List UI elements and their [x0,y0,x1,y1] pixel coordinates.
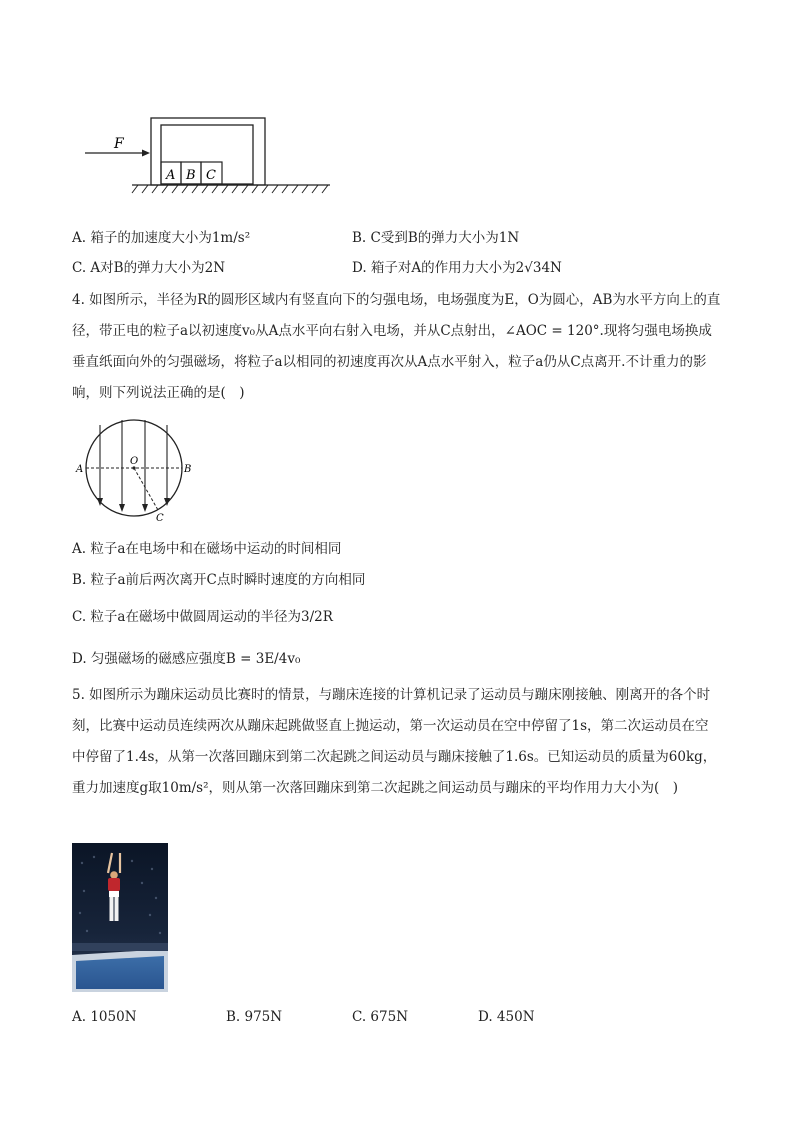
q3-option-b: B. C受到B的弹力大小为1N [352,230,520,246]
q5-option-d: D. 450N [478,1009,535,1025]
point-b-label: B [184,464,192,475]
q3-option-c: C. A对B的弹力大小为2N [72,260,226,276]
q5-option-b: B. 975N [226,1009,283,1025]
q4-option-a: A. 粒子a在电场中和在磁场中运动的时间相同 [72,541,342,557]
trampoline-photo [72,843,168,992]
q3-option-a: A. 箱子的加速度大小为1m/s² [72,230,251,246]
q4-stem: 4. 如图所示，半径为R的圆形区域内有竖直向下的匀强电场，电场强度为E，O为圆心，AB为水平方向上的直径，带正电的粒子a以初速度v₀从A点水平向右射入电场，并从C点射出，∠AOC = 120°.现将匀强电场换成垂直纸面向外的匀强磁场，将粒子a以相同的初速度再次从A点水平射入，粒子a仍从C点离开.不计重力的影响，则下列说法正确的是( ) [72,292,721,401]
q4-option-b: B. 粒子a前后两次离开C点时瞬时速度的方向相同 [72,572,366,588]
q3-option-d: D. 箱子对A的作用力大小为2√34N [352,260,562,276]
point-c-label: C [156,513,164,523]
block-c-label: C [206,168,216,183]
q5-option-c: C. 675N [352,1009,409,1025]
point-a-label: A [76,464,84,475]
q5-stem: 5. 如图所示为蹦床运动员比赛时的情景，与蹦床连接的计算机记录了运动员与蹦床刚接触、刚离开的各个时刻，比赛中运动员连续两次从蹦床起跳做竖直上抛运动，第一次运动员在空中停留了1s，第二次运动员在空中停留了1.4s，从第一次落回蹦床到第二次起跳之间运动员与蹦床接触了1.6s。已知运动员的质量为60kg，重力加速度g取10m/s²，则从第一次落回蹦床到第二次起跳之间运动员与蹦床的平均作用力大小为( ) [72,687,717,796]
block-a-label: A [166,168,176,183]
block-b-label: B [186,168,196,183]
q4-option-d: D. 匀强磁场的磁感应强度B = 3E/4v₀ [72,651,301,667]
q4-option-c: C. 粒子a在磁场中做圆周运动的半径为3/2R [72,609,333,625]
circle-field-figure [70,418,200,523]
box-force-figure [80,110,340,205]
force-label: F [114,136,124,152]
point-o-label: O [130,456,139,467]
q5-option-a: A. 1050N [72,1009,137,1025]
